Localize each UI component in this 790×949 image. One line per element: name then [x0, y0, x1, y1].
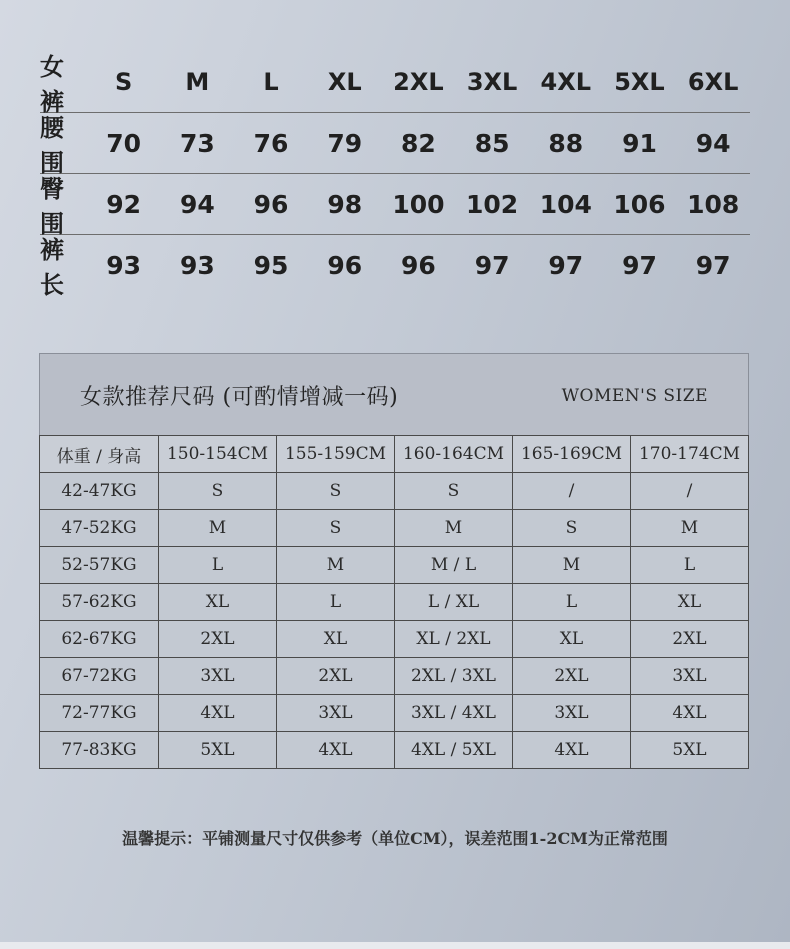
measurement-note: 温馨提示：平铺测量尺寸仅供参考（单位CM），误差范围1-2CM为正常范围: [122, 829, 668, 848]
size-cell: L: [631, 547, 749, 584]
size-cell: /: [513, 473, 631, 510]
row-label: 腰围: [40, 114, 64, 177]
table-row: [40, 732, 749, 769]
measurement-value: 94: [695, 128, 731, 158]
table-row: [40, 658, 749, 695]
size-cell: 3XL: [277, 695, 395, 732]
measurement-value: 104: [539, 189, 592, 219]
size-label: 4XL: [540, 68, 592, 96]
recommended-size-title: 女款推荐尺码 (可酌情增减一码): [80, 385, 399, 410]
size-cell: 2XL: [277, 658, 395, 695]
weight-range-cell: 57-62KG: [40, 584, 159, 621]
length-row: [40, 234, 750, 299]
measurement-value: 95: [253, 250, 289, 280]
size-cell: L: [513, 584, 631, 621]
size-cell: M: [631, 510, 749, 547]
size-label: L: [263, 68, 279, 96]
table-header-row: [40, 436, 749, 473]
waist-row: [40, 112, 750, 177]
size-cell: S: [277, 510, 395, 547]
size-label: M: [185, 68, 210, 96]
size-cell: XL: [277, 621, 395, 658]
measurement-value: 96: [327, 250, 363, 280]
measurement-value: 98: [327, 189, 363, 219]
weight-range-cell: 72-77KG: [40, 695, 159, 732]
table-header-cell: 155-159CM: [277, 436, 395, 473]
measurement-value: 92: [106, 189, 142, 219]
size-cell: XL: [513, 621, 631, 658]
size-cell: 5XL: [631, 732, 749, 769]
row-label: 裤长: [40, 236, 64, 299]
size-cell: 3XL: [159, 658, 277, 695]
table-row: [40, 695, 749, 732]
measurement-value: 97: [474, 250, 510, 280]
measurement-value: 76: [253, 128, 289, 158]
weight-range-cell: 47-52KG: [40, 510, 159, 547]
size-cell: 3XL: [631, 658, 749, 695]
row-label: 臀围: [40, 175, 64, 238]
measurement-value: 91: [622, 128, 657, 158]
size-cell: L: [159, 547, 277, 584]
measurement-value: 79: [327, 128, 363, 158]
size-label: S: [115, 68, 133, 96]
measurement-value: 93: [106, 250, 142, 280]
size-cell: 2XL / 3XL: [395, 658, 513, 695]
size-cell: 2XL: [159, 621, 277, 658]
size-label: 6XL: [687, 68, 739, 96]
size-label: 5XL: [614, 68, 665, 96]
bottom-strip: [0, 942, 790, 949]
recommended-size-table: [39, 435, 749, 769]
size-cell: S: [277, 473, 395, 510]
size-cell: M: [159, 510, 277, 547]
table-header-cell: 170-174CM: [631, 436, 749, 473]
size-cell: M: [277, 547, 395, 584]
weight-range-cell: 62-67KG: [40, 621, 159, 658]
hip-row: [40, 173, 750, 238]
size-cell: XL: [159, 584, 277, 621]
size-label: 2XL: [393, 68, 444, 96]
size-cell: 5XL: [159, 732, 277, 769]
measurement-value: 70: [106, 128, 142, 158]
weight-range-cell: 67-72KG: [40, 658, 159, 695]
weight-range-cell: 42-47KG: [40, 473, 159, 510]
measurement-value: 88: [548, 128, 584, 158]
size-cell: M: [395, 510, 513, 547]
size-cell: 4XL / 5XL: [395, 732, 513, 769]
size-cell: L / XL: [395, 584, 513, 621]
size-label: XL: [327, 68, 362, 96]
measurement-value: 97: [622, 250, 657, 280]
size-cell: L: [277, 584, 395, 621]
womens-size-label: WOMEN'S SIZE: [561, 386, 708, 406]
table-header-cell: 160-164CM: [395, 436, 513, 473]
size-cell: S: [395, 473, 513, 510]
pants-size-chart: [40, 52, 750, 299]
measurement-value: 106: [613, 189, 666, 219]
measurement-value: 108: [687, 189, 740, 219]
measurement-value: 94: [179, 189, 215, 219]
weight-range-cell: 77-83KG: [40, 732, 159, 769]
size-cell: M: [513, 547, 631, 584]
size-cell: 4XL: [159, 695, 277, 732]
measurement-value: 85: [474, 128, 510, 158]
table-row: [40, 473, 749, 510]
table-row: [40, 584, 749, 621]
measurement-value: 97: [548, 250, 584, 280]
measurement-value: 82: [401, 128, 436, 158]
table-header-cell: 体重 / 身高: [40, 436, 159, 473]
size-cell: /: [631, 473, 749, 510]
weight-range-cell: 52-57KG: [40, 547, 159, 584]
table-header-cell: 165-169CM: [513, 436, 631, 473]
size-cell: 4XL: [513, 732, 631, 769]
measurement-value: 93: [179, 250, 215, 280]
size-cell: 4XL: [277, 732, 395, 769]
size-cell: XL / 2XL: [395, 621, 513, 658]
measurement-value: 100: [392, 189, 445, 219]
size-chart-corner-label: 女裤: [40, 53, 64, 116]
recommended-size-banner: [39, 353, 749, 435]
recommended-size-section: [39, 353, 749, 769]
size-chart-header-row: [40, 52, 750, 116]
table-header-cell: 150-154CM: [159, 436, 277, 473]
size-cell: 4XL: [631, 695, 749, 732]
measurement-value: 102: [466, 189, 519, 219]
measurement-value: 96: [401, 250, 436, 280]
size-label: 3XL: [466, 68, 518, 96]
measurement-value: 73: [179, 128, 215, 158]
measurement-value: 96: [253, 189, 289, 219]
table-row: [40, 510, 749, 547]
size-cell: 2XL: [513, 658, 631, 695]
measurement-value: 97: [695, 250, 731, 280]
size-cell: 2XL: [631, 621, 749, 658]
table-row: [40, 621, 749, 658]
size-cell: S: [513, 510, 631, 547]
size-cell: M / L: [395, 547, 513, 584]
size-cell: 3XL: [513, 695, 631, 732]
size-cell: S: [159, 473, 277, 510]
size-cell: 3XL / 4XL: [395, 695, 513, 732]
size-cell: XL: [631, 584, 749, 621]
table-row: [40, 547, 749, 584]
